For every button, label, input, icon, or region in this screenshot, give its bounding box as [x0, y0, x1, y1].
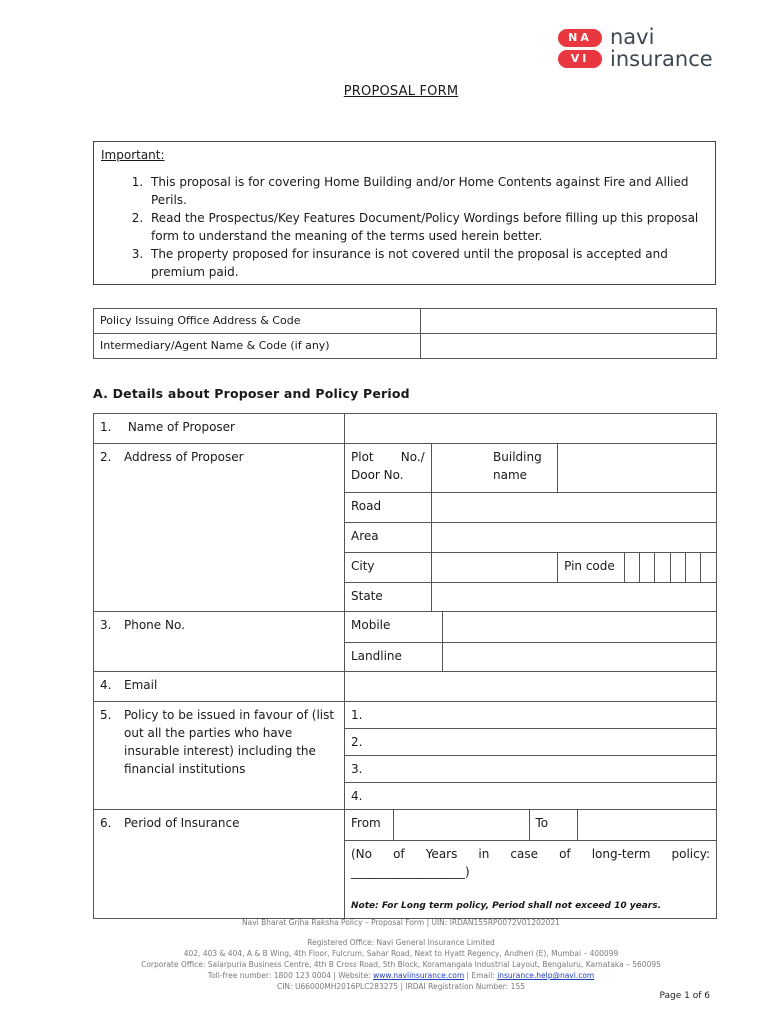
address-inner [345, 444, 716, 611]
office-table [93, 308, 717, 359]
q3-label: Phone No. [124, 618, 185, 632]
pin-digit-box[interactable] [670, 552, 685, 582]
years-text: (No of Years in case of long-term policy: ___________________) [351, 846, 710, 879]
city-label: City [345, 552, 431, 582]
proposer-details-table [93, 413, 717, 919]
section-a-heading: A. Details about Proposer and Policy Period [93, 386, 410, 401]
important-item: 1. This proposal is for covering Home Building and/or Home Contents against Fire and Allied Perils. [147, 173, 708, 209]
name-field[interactable] [345, 414, 717, 444]
mobile-label: Mobile [351, 618, 391, 632]
important-item: 3. The property proposed for insurance is not covered until the proposal is accepted and premium paid. [147, 245, 708, 281]
office-address-field[interactable] [421, 309, 717, 334]
q1-num: 1. [100, 420, 112, 434]
important-item: 2. Read the Prospectus/Key Features Document/Policy Wordings before filling up this proposal form to understand the meaning of the terms used herein better. [147, 209, 708, 245]
footer-contact [0, 970, 770, 981]
road-label: Road [345, 492, 431, 522]
party-field[interactable]: 3. [345, 756, 716, 783]
state-label: State [345, 582, 431, 611]
website-link[interactable]: www.naviinsurance.com [373, 971, 465, 980]
party-field[interactable]: 4. [345, 783, 716, 810]
footer-block [0, 937, 770, 992]
period-label [94, 810, 345, 919]
q5-num: 5. [100, 708, 112, 722]
agent-field[interactable] [421, 334, 717, 359]
logo-mark-bottom: VI [558, 50, 602, 68]
footer-corporate: Corporate Office: Salarpuria Business Centre, 4th B Cross Road, 5th Block, Koramangala Industrial Layout, Bengaluru, Karnataka – 560095 [141, 960, 661, 969]
to-label: To [529, 810, 577, 840]
plot-field[interactable] [431, 444, 487, 492]
q4-num: 4. [100, 678, 112, 692]
page-title: PROPOSAL FORM [343, 84, 459, 99]
plot-label: Plot No./ Door No. [351, 450, 425, 482]
logo-mark [558, 29, 602, 69]
from-label: From [351, 816, 381, 830]
logo-word-insurance: insurance [610, 47, 713, 71]
name-label [94, 414, 345, 444]
phone-label [94, 612, 345, 672]
q6-label: Period of Insurance [124, 816, 240, 830]
building-field[interactable] [558, 444, 716, 492]
email-label [94, 672, 345, 702]
footer-address: 402, 403 & 404, A & B Wing, 4th Floor, Fulcrum, Sahar Road, Next to Hyatt Regency, Andheri (E), Mumbai – 400099 [183, 949, 619, 958]
important-list [101, 173, 708, 281]
q3-num: 3. [100, 618, 112, 632]
landline-label: Landline [345, 642, 442, 671]
phone-block [345, 612, 717, 672]
mobile-field[interactable] [442, 612, 716, 642]
pin-digit-box[interactable] [655, 552, 670, 582]
q6-num: 6. [100, 816, 112, 830]
q2-num: 2. [100, 450, 112, 464]
building-label: Building name [493, 450, 542, 482]
state-field[interactable] [431, 582, 716, 611]
important-heading: Important: [101, 148, 165, 162]
logo-word-navi: navi [610, 25, 655, 49]
important-notice [93, 141, 716, 285]
years-cell [345, 840, 716, 918]
address-block [345, 444, 717, 612]
road-field[interactable] [431, 492, 716, 522]
area-field[interactable] [431, 522, 716, 552]
q4-label: Email [124, 678, 158, 692]
party-field[interactable]: 2. [345, 729, 716, 756]
pin-digit-box[interactable] [640, 552, 655, 582]
email-field[interactable] [345, 672, 717, 702]
from-field[interactable] [393, 810, 529, 840]
landline-field[interactable] [442, 642, 716, 671]
party-field[interactable]: 1. [351, 708, 363, 722]
pin-label: Pin code [558, 552, 625, 582]
footer-registered: Registered Office: Navi General Insurance Limited [307, 938, 495, 947]
tollfree-text: Toll-free number: 1800 123 0004 | Website: [207, 971, 374, 980]
page-number: Page 1 of 6 [659, 991, 710, 1001]
pin-digit-box[interactable] [624, 552, 639, 582]
footer-uin: Navi Bharat Griha Raksha Policy – Proposal Form | UIN: IRDAN155RP0072V01202021 [242, 918, 560, 927]
area-label: Area [345, 522, 431, 552]
q1-label: Name of Proposer [127, 420, 235, 434]
to-field[interactable] [577, 810, 716, 840]
period-inner [345, 810, 716, 918]
city-field[interactable] [431, 552, 557, 582]
period-note: Note: For Long term policy, Period shall not exceed 10 years. [351, 901, 662, 911]
navi-insurance-logo [558, 25, 713, 71]
email-link[interactable]: insurance.help@navi.com [497, 971, 595, 980]
parties-label [94, 702, 345, 810]
agent-label: Intermediary/Agent Name & Code (if any) [94, 334, 421, 359]
logo-mark-top: NA [558, 29, 602, 47]
phone-inner [345, 612, 716, 671]
pin-digit-box[interactable] [685, 552, 700, 582]
parties-block [345, 702, 717, 810]
footer-cin: CIN: U66000MH2016PLC283275 | IRDAI Registration Number: 155 [276, 982, 525, 991]
q2-label: Address of Proposer [124, 450, 244, 464]
q5-label: Policy to be issued in favour of (list out all the parties who have insurable interest) including the financial institutions [124, 708, 335, 776]
pin-digit-box[interactable] [701, 552, 716, 582]
parties-inner [345, 702, 716, 809]
office-address-label: Policy Issuing Office Address & Code [94, 309, 421, 334]
email-prefix: | Email: [464, 971, 498, 980]
period-block [345, 810, 717, 919]
address-label [94, 444, 345, 612]
